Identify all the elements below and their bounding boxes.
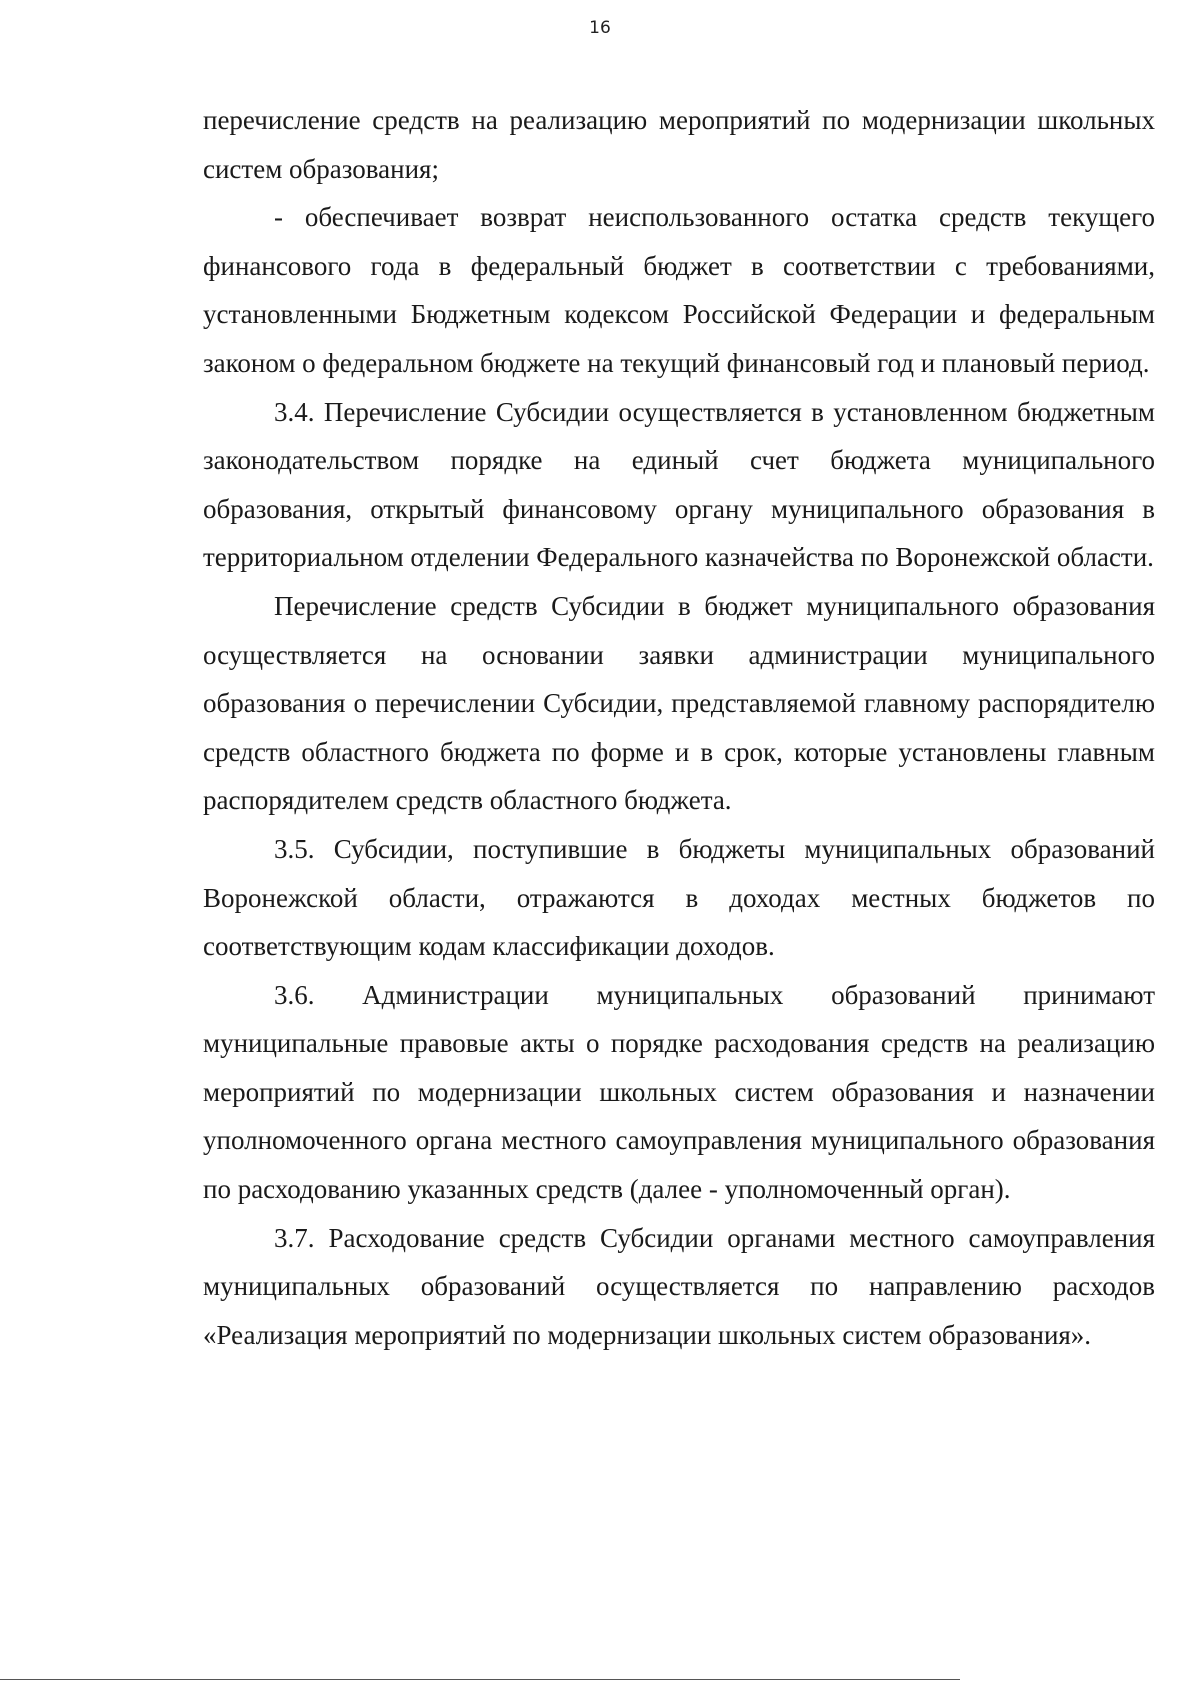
paragraph-3-5: 3.5. Субсидии, поступившие в бюджеты муниципальных образований Воронежской области, отражаются в доходах местных бюджетов по соответствующим кодам классификации доходов. xyxy=(203,833,1155,962)
paragraph-transfer-request: Перечисление средств Субсидии в бюджет муниципального образования осуществляется на основании заявки администрации муниципального образования о перечислении Субсидии, представляемой главному распорядителю средств областного бюджета по форме и в срок, которые установлены главным распорядителем средств областного бюджета. xyxy=(203,590,1155,816)
paragraph-3-6: 3.6. Администрации муниципальных образований принимают муниципальные правовые акты о порядке расходования средств на реализацию мероприятий по модернизации школьных систем образования и назначении уполномоченного органа местного самоуправления муниципального образования по расходованию указанных средств (далее - уполномоченный орган). xyxy=(203,979,1155,1205)
page-number: 16 xyxy=(589,18,611,38)
paragraph-3-7: 3.7. Расходование средств Субсидии органами местного самоуправления муниципальных образований осуществляется по направлению расходов «Реализация мероприятий по модернизации школьных систем образования». xyxy=(203,1222,1155,1350)
paragraph-3-4: 3.4. Перечисление Субсидии осуществляется в установленном бюджетным законодательством порядке на единый счет бюджета муниципального образования, открытый финансовому органу муниципального образования в территориальном отделении Федерального казначейства по Воронежской области. xyxy=(203,396,1155,573)
paragraph-continuation: перечисление средств на реализацию мероприятий по модернизации школьных систем образования; xyxy=(203,105,1155,184)
paragraph-budget-return: - обеспечивает возврат неиспользованного остатка средств текущего финансового года в федеральный бюджет в соответствии с требованиями, установленными Бюджетным кодексом Российской Федерации и федеральным законом о федеральном бюджете на текущий финансовый год и плановый период. xyxy=(203,202,1155,378)
footer-divider xyxy=(0,1679,960,1680)
document-body xyxy=(203,96,1155,1359)
